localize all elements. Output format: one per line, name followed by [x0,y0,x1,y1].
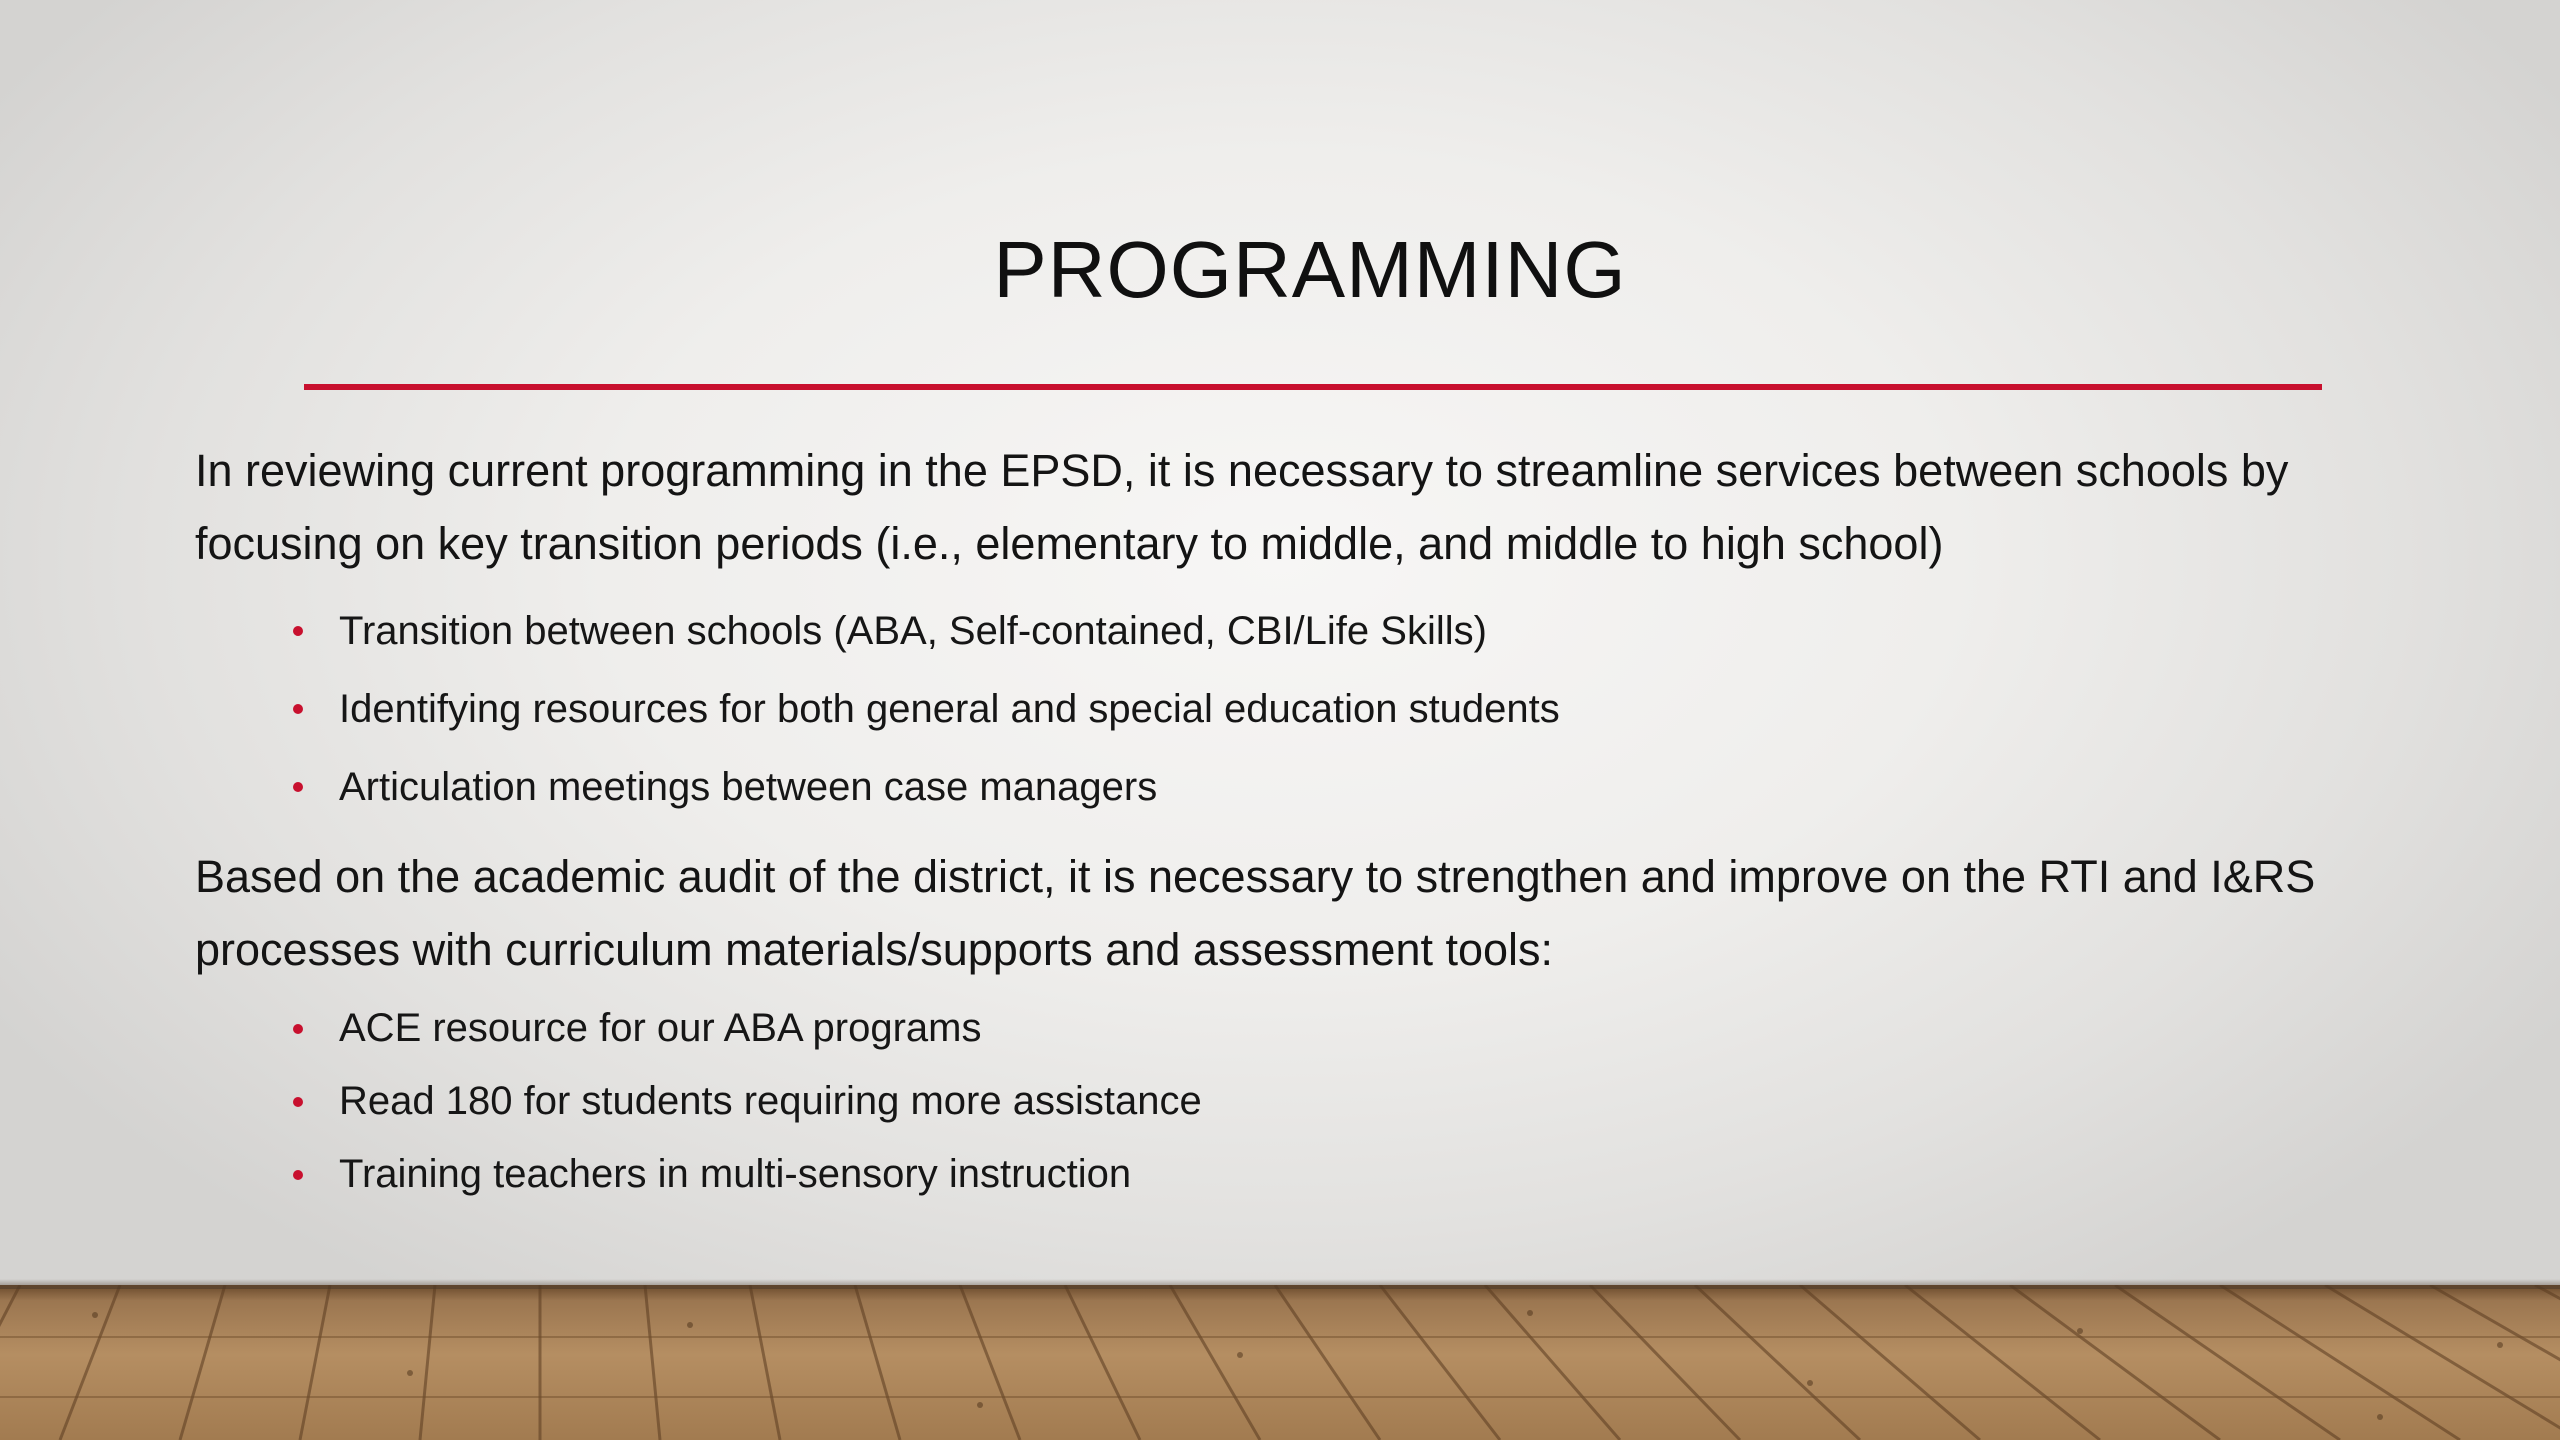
list-item [195,1138,2355,1211]
bullet-dot-icon [293,1097,303,1107]
slide-body [195,434,2355,1211]
list-item [195,992,2355,1065]
floor-wall-shadow [0,1279,2560,1289]
bullet-dot-icon [293,1170,303,1180]
list-item [195,748,2355,826]
bullet-dot-icon [293,782,303,792]
paragraph-academic-audit: Based on the academic audit of the district, it is necessary to strengthen and improve on the RTI and I&RS processes with curriculum materials/supports and assessment tools: [195,851,2316,975]
list-item [195,1065,2355,1138]
list-item-text: Identifying resources for both general and special education students [339,687,1560,731]
list-item-text: ACE resource for our ABA programs [339,1006,982,1050]
list-item [195,592,2355,670]
list-item-text: Read 180 for students requiring more assistance [339,1079,1202,1123]
bullet-dot-icon [293,626,303,636]
bullet-dot-icon [293,1024,303,1034]
bullet-dot-icon [293,704,303,714]
bullet-list-transitions [195,592,2355,826]
wood-floor-decoration [0,1285,2560,1440]
paragraph-transition-services: In reviewing current programming in the EPSD, it is necessary to streamline services between schools by focusing on key transition periods (i.e., elementary to middle, and middle to high school) [195,445,2289,569]
list-item-text: Transition between schools (ABA, Self-contained, CBI/Life Skills) [339,609,1487,653]
bullet-list-supports [195,992,2355,1211]
list-item-text: Articulation meetings between case managers [339,765,1158,809]
list-item [195,670,2355,748]
slide-title: PROGRAMMING [993,224,1627,314]
title-divider [304,384,2322,390]
list-item-text: Training teachers in multi-sensory instruction [339,1152,1132,1196]
